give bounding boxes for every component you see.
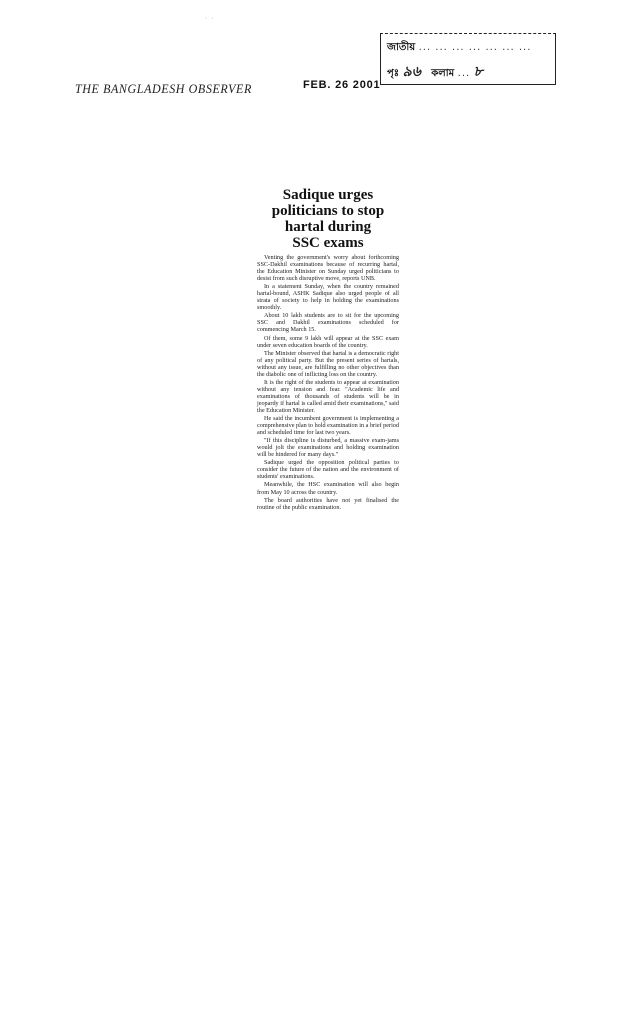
headline-line: politicians to stop [271,203,385,219]
article-paragraph: "If this discipline is disturbed, a massive exam-jams would jolt the examinations and holding examination will be hindered for many days." [257,437,399,459]
article-paragraph: Sadique urged the opposition political parties to consider the future of the nation and the environment of students' examinations. [257,459,399,481]
publication-date: FEB. 26 2001 [303,79,381,91]
stamp-column-dots: ... [457,68,471,79]
headline-line: hartal during [284,219,372,235]
article-paragraph: Meanwhile, the HSC examination will also begin from May 10 across the country. [257,481,399,496]
article-paragraph: The Minister observed that hartal is a democratic right of any political party. But the present series of hartals, without any issue, are fulfilling no other objectives than the diabolic one of inflicting loss on the country. [257,349,399,378]
article-paragraph: The board authorities have not yet finalised the routine of the public examination. [257,496,399,511]
stamp-source-dots: ... ... ... ... ... ... ... [418,42,532,53]
article-paragraph: He said the incumbent government is implementing a comprehensive plan to hold examination in a brief period and scheduled time for last two years. [257,415,399,437]
stamp-column-label: কলাম [431,68,455,79]
headline-line: SSC exams [292,235,364,251]
scan-specks: · · [205,16,214,22]
article-paragraph: Of them, some 9 lakh will appear at the SSC exam under seven education boards of the country. [257,334,399,349]
headline-line: Sadique urges [282,187,374,203]
stamp-source-label: জাতীয় [387,42,416,53]
article-paragraph: In a statement Sunday, when the country remained hartal-bound, ASHK Sadique also urged people of all strata of society to help in holding the examinations smoothly. [257,283,399,312]
article-paragraph: About 10 lakh students are to sit for the upcoming SSC and Dakhil examinations scheduled for commencing March 15. [257,312,399,334]
article-headline [257,187,399,251]
stamp-page-value: ৯৬ [402,64,421,80]
clipping-stamp [380,33,556,85]
article-paragraph: Venting the government's worry about forthcoming SSC-Dakhil examinations because of recurring hartal, the Education Minister on Sunday urged politicians to desist from such disruptive move, reports UNB. [257,254,399,283]
stamp-page-label: পৃঃ [387,68,400,79]
article-paragraph: It is the right of the students to appear at examination without any tension and fear. "Academic life and examinations of thousands of students will be in jeopardy if hartal is called amid their examinations," said the Education Minister. [257,378,399,414]
stamp-row-page [387,60,483,84]
stamp-row-source [387,40,531,57]
article-body [257,254,399,511]
stamp-column-value: ৮ [473,64,483,80]
news-article [257,187,399,511]
newspaper-masthead: THE BANGLADESH OBSERVER [75,81,252,97]
